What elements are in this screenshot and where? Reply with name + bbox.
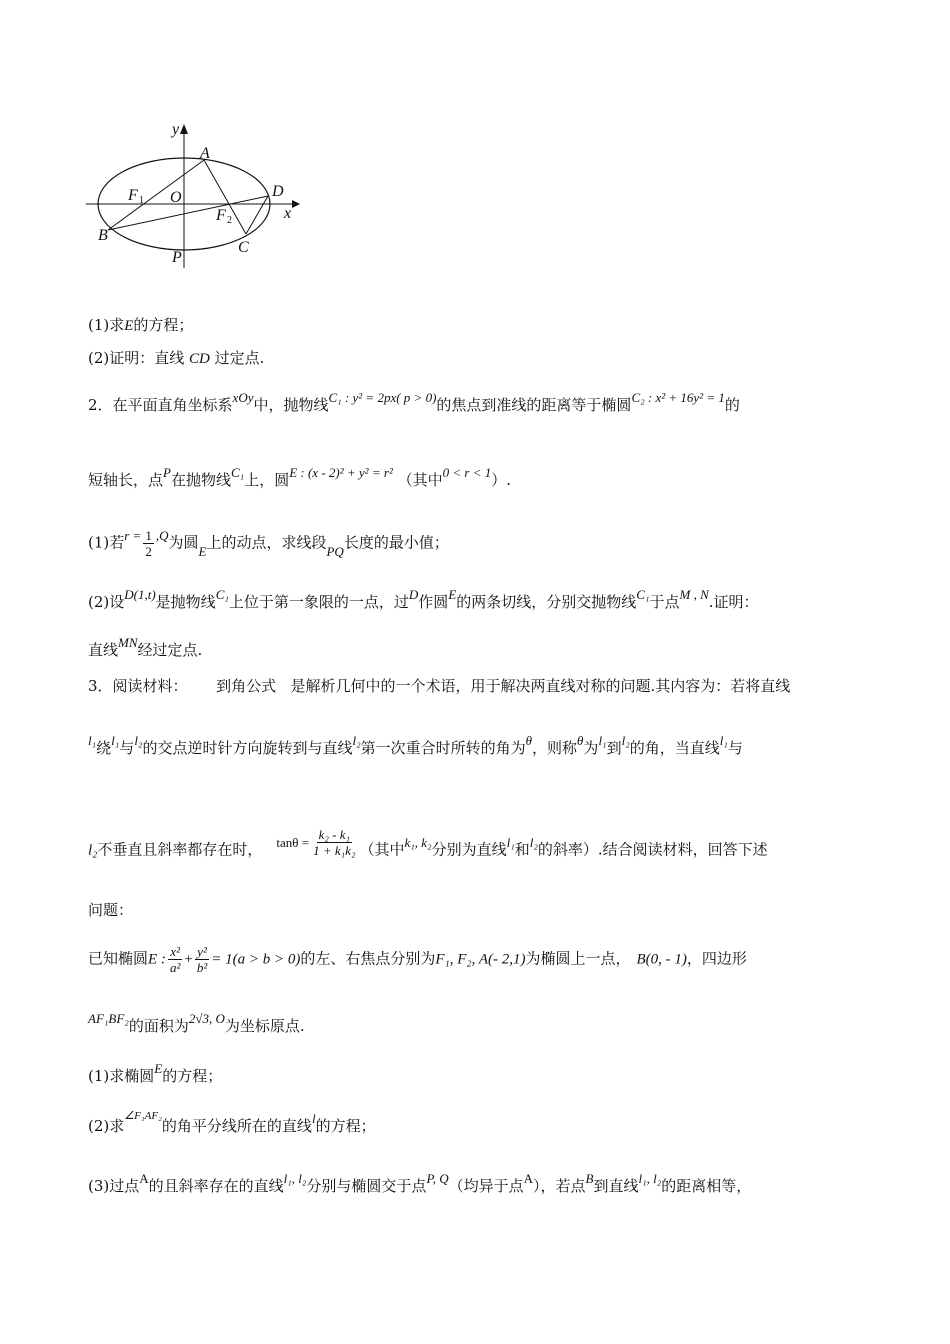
math-E: E [198, 543, 207, 559]
numerator: 1 [145, 528, 152, 543]
math-ellipse: C₂ : x² + 16y² = 1 [631, 390, 725, 405]
math-k: k₁, k₂ [404, 834, 432, 850]
math-l2: l₂ [88, 842, 98, 859]
text: 长度的最小值； [343, 533, 449, 552]
math-MN: M , N [679, 587, 709, 602]
text: 3．阅读材料： 到角公式 是解析几何中的一个术语，用于解决两直线对称的问题.其内容为：若将直线 [88, 677, 791, 695]
text: 不垂直且斜率都存在时， [97, 840, 263, 859]
math-B: B [585, 1171, 594, 1186]
text: ，则称 [532, 739, 578, 757]
label-P: P [172, 249, 182, 266]
text: .证明： [708, 593, 759, 611]
text: 的左、右焦点分别为 [300, 949, 436, 968]
text: (2)设 [88, 593, 125, 611]
text: (2)证明：直线 [88, 349, 185, 367]
p2-question-2 [88, 587, 759, 613]
text: 为坐标原点. [224, 1017, 305, 1035]
text: 过定点. [214, 349, 265, 367]
math-E: E [448, 587, 457, 602]
label-A: A [200, 145, 210, 162]
numerator: y² [197, 944, 207, 959]
text: (1)若 [88, 533, 125, 552]
text: 和 [514, 840, 530, 859]
text: 分别为直线 [431, 840, 507, 859]
text: 是抛物线 [155, 593, 216, 611]
text: 第一次重合时所转的角为 [360, 739, 526, 757]
math-condition: = 1(a > b > 0) [211, 951, 301, 968]
label-F2: F [216, 207, 226, 224]
label-F2-sub: 2 [227, 215, 232, 226]
text: 与 [119, 739, 135, 757]
text: 的斜率）.结合阅读材料，回答下述 [537, 840, 768, 859]
text: 为椭圆上一点， [525, 949, 631, 968]
p3-line-3 [88, 827, 768, 866]
text: ）. [491, 471, 511, 489]
math-angle: ∠F₁AF₂ [124, 1110, 162, 1122]
math-lines: l₁, l₂ [638, 1171, 662, 1186]
text: 的面积为 [128, 1017, 189, 1035]
p3-line-4 [88, 900, 133, 920]
math-l1: l₁ [506, 834, 515, 850]
p3-question-2 [88, 1110, 376, 1138]
math-l2: l₂ [352, 733, 361, 748]
math-circle: E : (x - 2)² + y² = r² [289, 465, 393, 480]
text: 上位于第一象限的一点，过 [228, 593, 409, 611]
text: 的角平分线所在的直线 [161, 1117, 312, 1135]
math-theta: θ [525, 733, 533, 748]
text: 到直线 [593, 1177, 639, 1195]
math-l1: l₁ [111, 733, 120, 748]
fraction-x [168, 944, 182, 975]
math-Q: ,Q [155, 527, 169, 543]
math-foci: F₁, F₂, A(- 2,1) [435, 951, 526, 968]
math-PQ: P, Q [426, 1171, 449, 1186]
text: ），若点 [533, 1177, 586, 1195]
text: 上的动点，求线段 [206, 533, 327, 552]
math-theta: θ [577, 733, 584, 748]
p3-line-5 [88, 944, 747, 975]
denominator: 1 + k₁k₂ [313, 843, 356, 858]
y-axis-arrow [180, 124, 188, 134]
text: 的交点逆时针方向旋转到与直线 [142, 739, 353, 757]
text: (1)求椭圆 [88, 1067, 155, 1085]
ellipse-figure [80, 112, 310, 272]
text: 的方程； [133, 316, 194, 334]
math-tan: tanθ = [276, 834, 310, 850]
math-B: B(0, - 1) [636, 951, 687, 968]
text: 为 [583, 739, 599, 757]
math-l: l [311, 1111, 316, 1126]
label-F1-sub: 1 [139, 195, 144, 206]
text: 绕 [96, 739, 112, 757]
label-O: O [170, 189, 182, 206]
label-D: D [272, 183, 284, 200]
math-C1: C₁ [636, 587, 650, 602]
math-l2: l₂ [134, 733, 143, 748]
text: 与 [727, 739, 743, 757]
text: 的距离相等， [661, 1177, 752, 1195]
p1-question-2 [88, 348, 264, 369]
text: 经过定点. [137, 641, 203, 659]
fraction [143, 528, 154, 559]
text: 为圆 [168, 533, 199, 552]
math-P: P [163, 465, 171, 480]
fraction [311, 827, 357, 858]
label-B: B [98, 227, 108, 244]
text: 2．在平面直角坐标系 [88, 396, 233, 414]
denominator: 2 [145, 544, 152, 559]
text: （均异于点 [448, 1177, 524, 1195]
text: 短轴长，点 [88, 471, 164, 489]
text: （其中 [359, 840, 405, 859]
text: 作圆 [418, 593, 449, 611]
text: 的焦点到准线的距离等于椭圆 [436, 396, 632, 414]
text: 的 [724, 396, 740, 414]
math-CD: CD [189, 351, 210, 367]
x-axis-arrow [292, 200, 300, 208]
label-y: y [172, 121, 180, 138]
math-parabola: C₁ : y² = 2px( p > 0) [328, 390, 437, 405]
math-l1: l₁ [598, 733, 607, 748]
text: 直线 [88, 641, 119, 659]
p2-question-1 [88, 528, 449, 559]
label-F1: F [128, 187, 138, 204]
p3-line-1 [88, 676, 790, 696]
math-l2: l₂ [529, 834, 538, 850]
fraction-y [195, 944, 209, 975]
math-plus: + [184, 951, 193, 968]
math-area: 2√3, O [188, 1011, 225, 1026]
p1-question-1 [88, 315, 193, 336]
text: 的且斜率存在的直线 [148, 1177, 284, 1195]
math-lines: l₁, l₂ [283, 1171, 307, 1186]
text: ，四边形 [686, 949, 747, 968]
math-C1: C₁ [215, 587, 229, 602]
text: (3)过点 [88, 1177, 140, 1195]
numerator: x² [170, 944, 180, 959]
text: 问题： [88, 901, 134, 919]
math-C1: C₁ [230, 465, 245, 480]
math-xOy: xOy [232, 390, 254, 405]
math-quad: AF₁BF₂ [88, 1011, 129, 1026]
math-l1: l₁ [719, 733, 728, 748]
text: 到 [606, 739, 622, 757]
math-E: E [124, 318, 134, 334]
math-D: D(1,t) [124, 587, 156, 602]
math-PQ: PQ [326, 543, 344, 559]
p3-question-1 [88, 1061, 223, 1087]
p3-line-6 [88, 1011, 305, 1037]
text: 的角，当直线 [629, 739, 720, 757]
text: 的两条切线，分别交抛物线 [456, 593, 637, 611]
math-E: E : [148, 951, 166, 968]
text: 分别与椭圆交于点 [306, 1177, 427, 1195]
math-A: A [523, 1171, 533, 1186]
numerator: k₂ - k₁ [318, 827, 350, 842]
label-x: x [284, 205, 292, 222]
math-A: A [139, 1171, 149, 1186]
p3-line-2 [88, 733, 743, 759]
math-MN: MN [118, 635, 138, 650]
text: 在抛物线 [170, 471, 231, 489]
math-range: 0 < r < 1 [442, 465, 492, 480]
p2-question-2-cont [88, 635, 203, 661]
text: (1)求 [88, 316, 125, 334]
text: （其中 [397, 471, 443, 489]
denominator: b² [196, 960, 208, 975]
text: 中，抛物线 [253, 396, 329, 414]
math-D: D [408, 587, 419, 602]
math-E: E [154, 1061, 163, 1076]
text: (2)求 [88, 1117, 125, 1135]
p2-line-1 [88, 390, 740, 416]
text: 上，圆 [244, 471, 290, 489]
denominator: a² [169, 960, 181, 975]
label-C: C [238, 239, 249, 256]
math-l2: l₂ [621, 733, 630, 748]
p3-question-3 [88, 1171, 752, 1197]
math-r: r = [124, 527, 142, 543]
text: 于点 [649, 593, 680, 611]
text: 的方程； [162, 1067, 223, 1085]
text: 已知椭圆 [88, 949, 149, 968]
math-l1: l₁ [88, 733, 97, 748]
text: 的方程； [315, 1117, 376, 1135]
p2-line-2 [88, 465, 511, 491]
